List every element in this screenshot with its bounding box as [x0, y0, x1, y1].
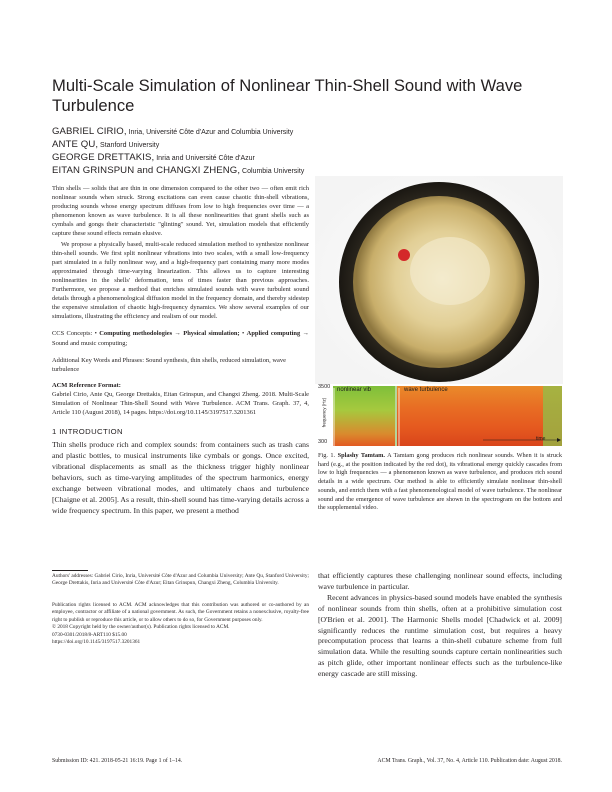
section-heading: 1 INTRODUCTION — [52, 427, 123, 437]
ccs-concepts — [52, 329, 309, 347]
acm-reference: Gabriel Cirio, Ante Qu, George Drettakis, Eitan Grinspun, and Changxi Zheng. 2018. Multi-Scale Simulation of Nonlinear Thin-Shell Sound with Wave Turbulence. ACM Trans. Graph. 37, 4, Article 110 (August 2018), 14 pages. https://doi.org/10.1145/3197517.3201361 — [52, 390, 309, 417]
footer-submission: Submission ID: 421. 2018-05-21 16:19. Page 1 of 1–14. — [52, 758, 183, 764]
right-column — [318, 571, 562, 680]
ccs-prefix: CCS Concepts: • — [52, 330, 100, 338]
body-paragraph: Recent advances in physics-based sound models have enabled the synthesis of nonlinear sounds from thin shells, often at a prohibitive simulation cost [O'Brien et al. 2001]. The Harmonic Shells model [Chadwick et al. 2009] significantly reduces the runtime simulation cost, but requires a heavy precomputation process that learns a thin-shell cubature scheme from full simulation data. While the resulting sounds capture certain nonlinearities such as pitch glide, other important nonlinear effects such as the turbulence-like energy cascade are still missing. — [318, 592, 562, 679]
caption-label: Fig. 1. — [318, 452, 336, 459]
permission-text: Publication rights licensed to ACM. ACM acknowledges that this contribution was authored or co-authored by an employee, contractor or affiliate of a national government. As such, the Government retains a nonexclusive, royalty-free right to publish or reproduce this article, or to allow others to do so, for Government purposes only. — [52, 602, 309, 623]
footnote-rule — [52, 570, 88, 571]
author-names: ANTE QU, — [52, 139, 99, 150]
abstract-paragraph: We propose a physically based, multi-scale reduced simulation method to synthesize nonlinear thin-shell sounds. We first split nonlinear vibrations into two scales, with a small low-frequency part simulated in a fully nonlinear way, and a high-frequency part containing many more modes approximated through time-varying linearization. This allows us to capture interesting nonlinearities in the shells' deformation, tens of times faster than previous approaches. Furthermore, we propose a method that enriches simulated sounds with wave turbulent sound details through a phenomenological diffusion model in the frequency domain, and thereby sidestep the expensive simulation of chaotic high-frequency dynamics. We show several examples of our simulations, illustrating the efficiency and realism of our model. — [52, 240, 309, 321]
paper-title: Multi-Scale Simulation of Nonlinear Thin-Shell Sound with Wave Turbulence — [52, 76, 523, 115]
spectrogram-figure — [318, 384, 562, 448]
author-affiliation: Stanford University — [98, 142, 160, 149]
author-names: GABRIEL CIRIO, — [52, 126, 127, 137]
author-line — [52, 139, 352, 152]
doi-link[interactable]: https://doi.org/10.1145/3197517.3201361 — [52, 639, 141, 646]
spectrogram-plot — [333, 386, 562, 446]
caption-text: A Tamtam gong produces rich nonlinear sounds. When it is struck hard (e.g., at the position indicated by the red dot), its vibrational energy quickly cascades from low to high frequencies — a phenomenon known as wave turbulence, and produces rich sound details in a wide spectrum. Our method is able to efficiently simulate nonlinear thin-shell sounds, and enrich them with a fast phenomenological model of wave turbulence. The nonlinear sound and the emergence of wave turbulence are shown in the spectrogram on the bottom and the supplemental video. — [318, 452, 562, 512]
ccs-mid: • — [239, 330, 247, 338]
author-line — [52, 126, 352, 139]
gong-highlight — [410, 237, 490, 305]
author-affiliation: Inria, Université Côte d'Azur and Columbia University — [126, 129, 294, 136]
permission-block — [52, 602, 309, 646]
spectrogram-tail — [543, 386, 562, 446]
intro-paragraph: Thin shells produce rich and complex sounds: from containers such as trash cans and plastic bottles, to musical instruments like cymbals or gongs. Once excited, vibrational displacements as small as the thickness trigger highly nonlinear behaviors, such as time-varying amplitudes of the spectrum harmonics, energy exchange between vibrational modes, and ultimately chaos and turbulence [Chaigne et al. 2005]. As a result, thin-shell sound has time-varying details across a wide frequency spectrum. In this paper, we present a method — [52, 440, 309, 515]
spectrogram-region-nonlinear — [333, 386, 395, 446]
figure-caption — [318, 452, 562, 513]
spectrogram-ytick-bottom: 300 — [318, 439, 328, 445]
authors-address: Authors' addresses: Gabriel Cirio, Inria, Université Côte d'Azur and Columbia University; Ante Qu, Stanford University; George Drettakis, Inria and Université Côte d'Azur; Eitan Grinspun, Changxi Zheng, Columbia University. — [52, 573, 309, 587]
abstract-paragraph: Thin shells — solids that are thin in one dimension compared to the other two — often emit rich nonlinear sounds when struck. Strong excitations can even cause chaotic thin-shell vibrations, producing sounds whose energy spectrum diffuses from low to high frequencies over time — a phenomenon known as wave turbulence. It is all these nonlinearities that grant shells such as cymbals and gongs their characteristic "glinting" sound. Yet, simulation models that efficiently capture these sound effects remain elusive. — [52, 185, 309, 238]
ccs-bold-2: Applied computing — [246, 330, 301, 338]
author-line — [52, 165, 352, 178]
author-names: EITAN GRINSPUN and CHANGXI ZHENG, — [52, 165, 241, 176]
gong-photo — [315, 176, 563, 384]
author-line — [52, 152, 352, 165]
ccs-rest: → Sound and music computing; — [52, 330, 310, 347]
copyright-text: © 2018 Copyright held by the owner/author(s). Publication rights licensed to ACM. — [52, 624, 230, 631]
label-wave-turbulence: wave turbulence — [404, 387, 448, 393]
spectrogram-ytick-top: 3500 — [318, 384, 331, 390]
left-column — [52, 184, 309, 517]
caption-title: Splashy Tamtam. — [337, 452, 385, 459]
acm-reference-heading: ACM Reference Format: — [52, 381, 121, 389]
issn-text: 0730-0301/2018/8-ART110 $15.00 — [52, 631, 127, 638]
body-paragraph: that efficiently captures these challenging nonlinear sound effects, including wave turbulence in particular. — [318, 571, 562, 591]
label-nonlinear-vib: nonlinear vib — [337, 387, 372, 393]
spectrogram-ylabel: frequency (Hz) — [321, 397, 327, 428]
footer-journal: ACM Trans. Graph., Vol. 37, No. 4, Article 110. Publication date: August 2018. — [377, 758, 562, 764]
strike-point-marker — [398, 249, 410, 261]
label-time: time — [536, 436, 546, 442]
keywords: Additional Key Words and Phrases: Sound synthesis, thin shells, reduced simulation, wave turbulence — [52, 356, 286, 373]
author-affiliation: Inria and Université Côte d'Azur — [154, 155, 255, 162]
author-affiliation: Columbia University — [240, 168, 305, 175]
author-list — [52, 126, 352, 178]
ccs-bold-1: Computing methodologies → Physical simulation; — [99, 330, 240, 338]
author-names: GEORGE DRETTAKIS, — [52, 152, 155, 163]
